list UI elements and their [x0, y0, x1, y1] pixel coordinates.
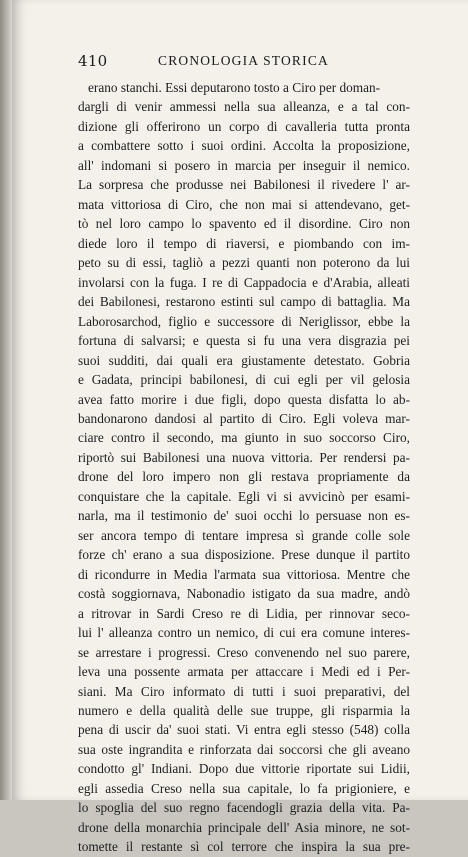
text-line: forze ch' erano a sua disposizione. Prese dunque il partito: [78, 547, 410, 563]
text-line: Laborosarchod, figlio e successore di Neriglissor, ebbe la: [78, 313, 410, 329]
text-line: ciare contro il secondo, ma giunto in suo soccorso Ciro,: [78, 430, 410, 446]
text-line: conquistare che la capitale. Egli vi si avvicinò per esami-: [78, 488, 410, 504]
text-line: avea fatto morire i due figli, dopo questa disfatta lo ab-: [78, 391, 410, 407]
text-line: dargli di venir ammessi nella sua alleanza, e a tal con-: [78, 99, 410, 115]
text-line: riportò sui Babilonesi una nuova vittoria. Per rendersi pa-: [78, 449, 410, 465]
text-line: peto su di essi, tagliò a pezzi quanti non poterono da lui: [78, 255, 410, 271]
text-line: suoi sudditi, dai quali era giustamente detestato. Gobria: [78, 352, 410, 368]
text-line: lui l' alleanza contro un nemico, di cui era comune interes-: [78, 625, 410, 641]
text-line: bandonarono dandosi al partito di Ciro. Egli voleva mar-: [78, 410, 410, 426]
text-line: a combattere sotto i suoi ordini. Accolta la proposizione,: [78, 138, 410, 154]
text-line: e Gadata, principi babilonesi, di cui egli per vil gelosia: [78, 372, 410, 388]
text-line: tomette il restante sì col terrore che inspira la sua pre-: [78, 839, 410, 855]
text-line: drone del loro impero non gli restava propriamente da: [78, 469, 410, 485]
text-line: pena di uscir da' suoi stati. Vi entra egli stesso (548) colla: [78, 722, 410, 738]
text-line: sua oste ingrandita e rinforzata dai soccorsi che gli aveano: [78, 741, 410, 757]
text-line: narla, ma il testimonio de' suoi occhi lo persuase non es-: [78, 508, 410, 524]
text-line: dizione gli offerirono un corpo di cavalleria tutta pronta: [78, 118, 410, 134]
page-number: 410: [78, 52, 108, 70]
text-line: siani. Ma Ciro informato di tutti i suoi preparativi, del: [78, 683, 410, 699]
running-title: CRONOLOGIA STORICA: [158, 53, 329, 68]
text-line: erano stanchi. Essi deputarono tosto a Ciro per doman-: [88, 80, 381, 95]
text-line: lo spoglia del suo regno facendogli grazia della vita. Pa-: [78, 800, 410, 816]
text-line: diede loro il tempo di riaversi, e piombando con im-: [78, 235, 410, 251]
text-line: fortuna di salvarsi; e questa si fu una vera disgrazia pei: [78, 333, 410, 349]
page-header: [78, 52, 408, 74]
text-line: costà soggiornava, Nabonadio istigato da sua madre, andò: [78, 586, 410, 602]
text-line: a ritrovar in Sardi Creso re di Lidia, per rinnovar seco-: [78, 605, 410, 621]
text-line: se arrestare i progressi. Creso convenendo nel suo parere,: [78, 644, 410, 660]
text-line: leva una possente armata per attaccare i Medi ed i Per-: [78, 664, 410, 680]
body-text: [78, 78, 410, 857]
text-line: dei Babilonesi, restarono estinti sul campo di battaglia. Ma: [78, 294, 410, 310]
text-line: all' indomani si posero in marcia per inseguir il nemico.: [78, 157, 410, 173]
text-line: di ricondurre in Media l'armata sua vittoriosa. Mentre che: [78, 566, 410, 582]
text-line: drone della monarchia principale dell' Asia minore, ne sot-: [78, 819, 410, 835]
text-line: involarsi con la fuga. I re di Cappadocia e d'Arabia, alleati: [78, 274, 410, 290]
text-line: ser ancora tempo di tentare impresa sì grande colle sole: [78, 527, 410, 543]
text-line: La sorpresa che produsse nei Babilonesi il rivedere l' ar-: [78, 177, 410, 193]
text-line: egli assedia Creso nella sua capitale, lo fa prigioniere, e: [78, 780, 410, 796]
text-line: condotto gl' Indiani. Dopo due vittorie riportate sui Lidii,: [78, 761, 410, 777]
book-spine-shadow: [0, 0, 12, 800]
text-line: mata vittoriosa di Ciro, che non mai si attendevano, get-: [78, 196, 410, 212]
text-line: tò nel loro campo lo spavento ed il disordine. Ciro non: [78, 216, 410, 232]
text-line: numero e della qualità delle sue truppe, gli risparmia la: [78, 703, 410, 718]
